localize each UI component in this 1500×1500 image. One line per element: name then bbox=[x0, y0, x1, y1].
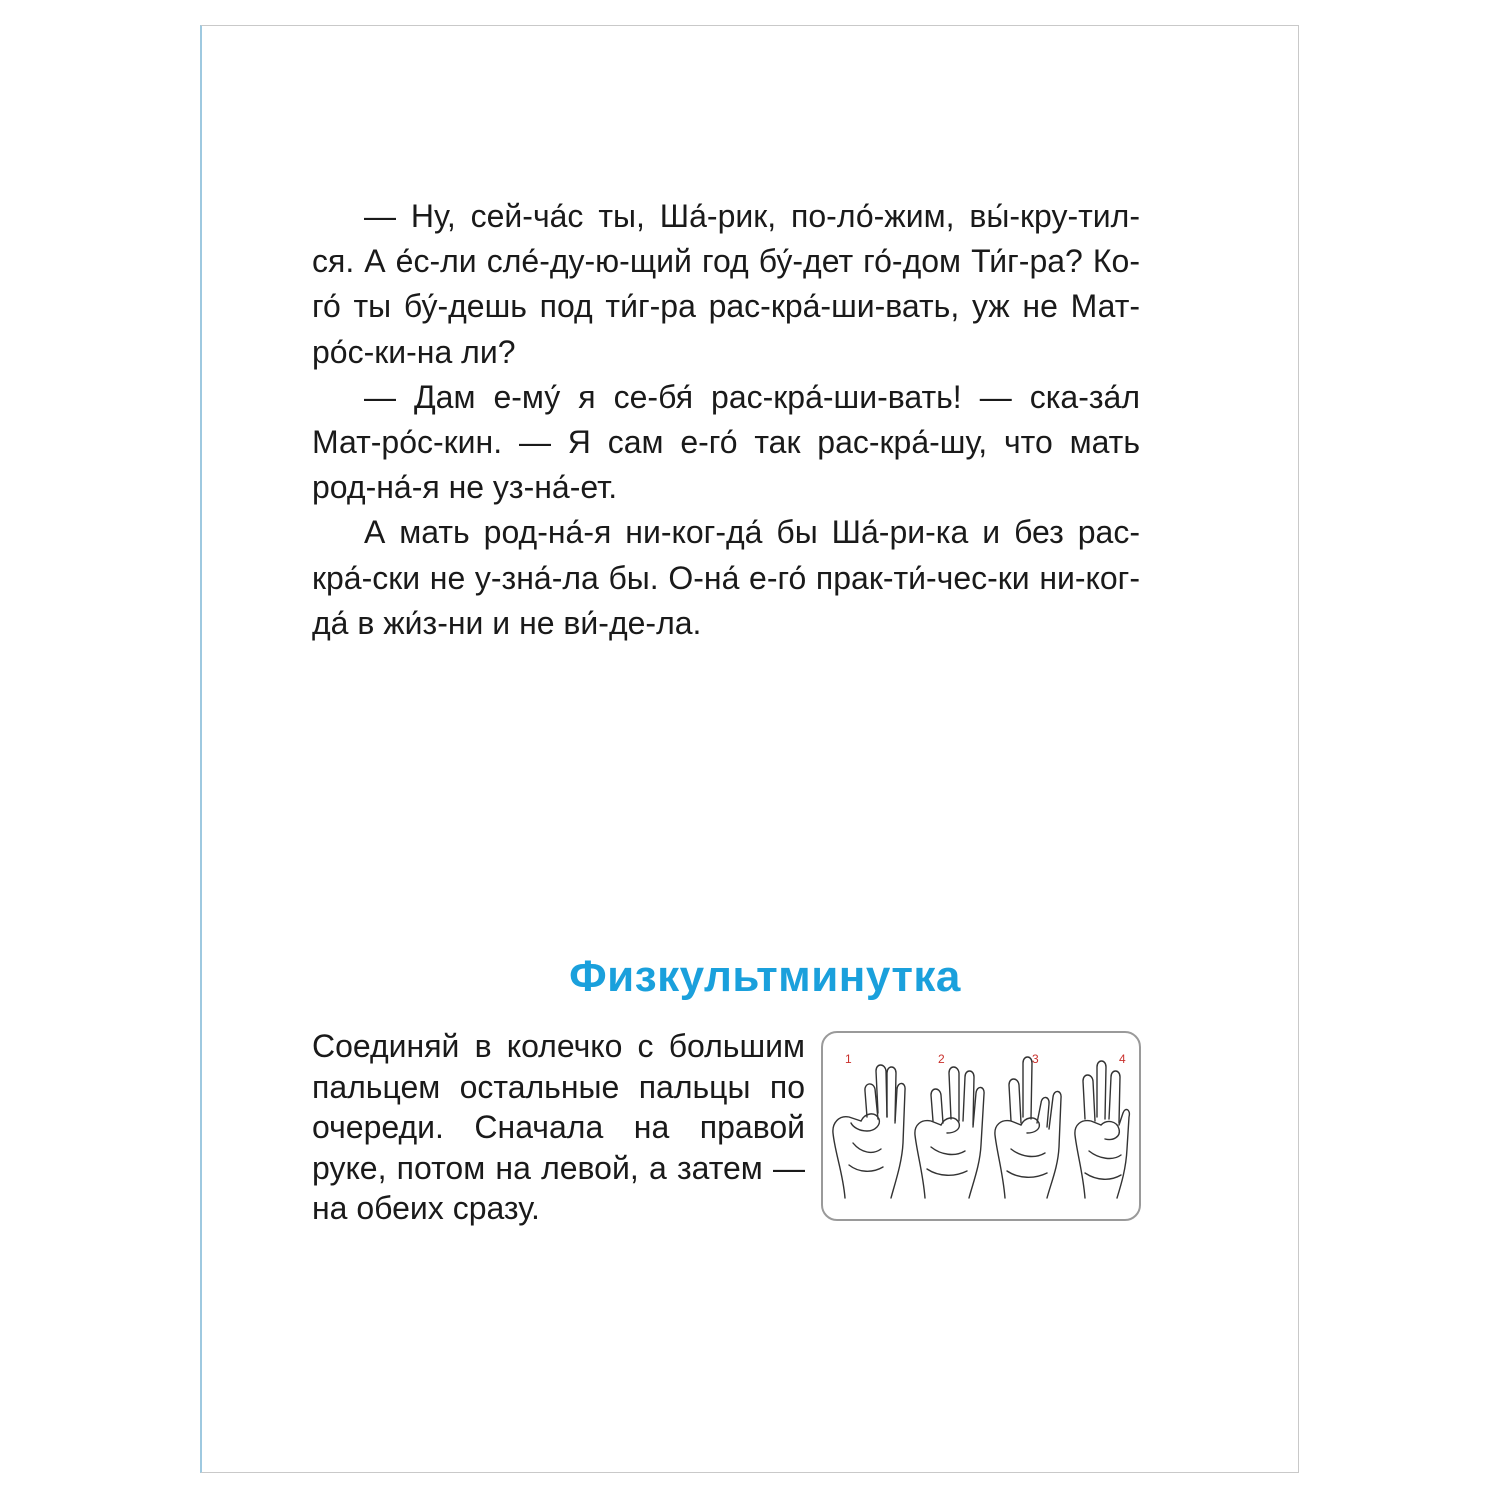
hands-drawing bbox=[823, 1033, 1138, 1218]
step-number: 4 bbox=[1119, 1052, 1126, 1066]
step-number: 3 bbox=[1032, 1052, 1039, 1066]
hand-icon bbox=[833, 1065, 905, 1198]
hand-icon bbox=[995, 1057, 1061, 1198]
story-paragraph: — Ну, сей-ча́с ты, Ша́-рик, по-ло́-жим, вы́-кру-тил-ся. А е́с-ли сле́-ду-ю-щий год бу́-дет го́-дом Ти́г-ра? Ко-го́ ты бу́-дешь под ти́г-ра рас-кра́-ши-вать, уж не Мат-ро́с-ки-на ли? bbox=[312, 198, 1140, 370]
exercise-instruction: Соединяй в колечко с большим пальцем остальные пальцы по очереди. Сначала на правой руке, потом на левой, а затем — на обеих сразу. bbox=[312, 1028, 805, 1226]
story-text bbox=[312, 194, 1140, 646]
hand-icon bbox=[1075, 1061, 1129, 1198]
step-number: 2 bbox=[938, 1052, 945, 1066]
hands-illustration bbox=[821, 1031, 1141, 1221]
hand-icon bbox=[915, 1067, 984, 1198]
story-paragraph: А мать род-на́-я ни-ког-да́ бы Ша́-ри-ка и без рас-кра́-ски не у-зна́-ла бы. О-на́ е-го́ прак-ти́-чес-ки ни-ког-да́ в жи́з-ни и не ви́-де-ла. bbox=[312, 514, 1140, 641]
step-number: 1 bbox=[845, 1052, 852, 1066]
story-paragraph: — Дам е-му́ я се-бя́ рас-кра́-ши-вать! — ска-за́л Мат-ро́с-кин. — Я сам е-го́ так рас-кра́-шу, что мать род-на́-я не уз-на́-ет. bbox=[312, 378, 1140, 506]
section-heading: Физкультминутка bbox=[569, 952, 961, 1001]
